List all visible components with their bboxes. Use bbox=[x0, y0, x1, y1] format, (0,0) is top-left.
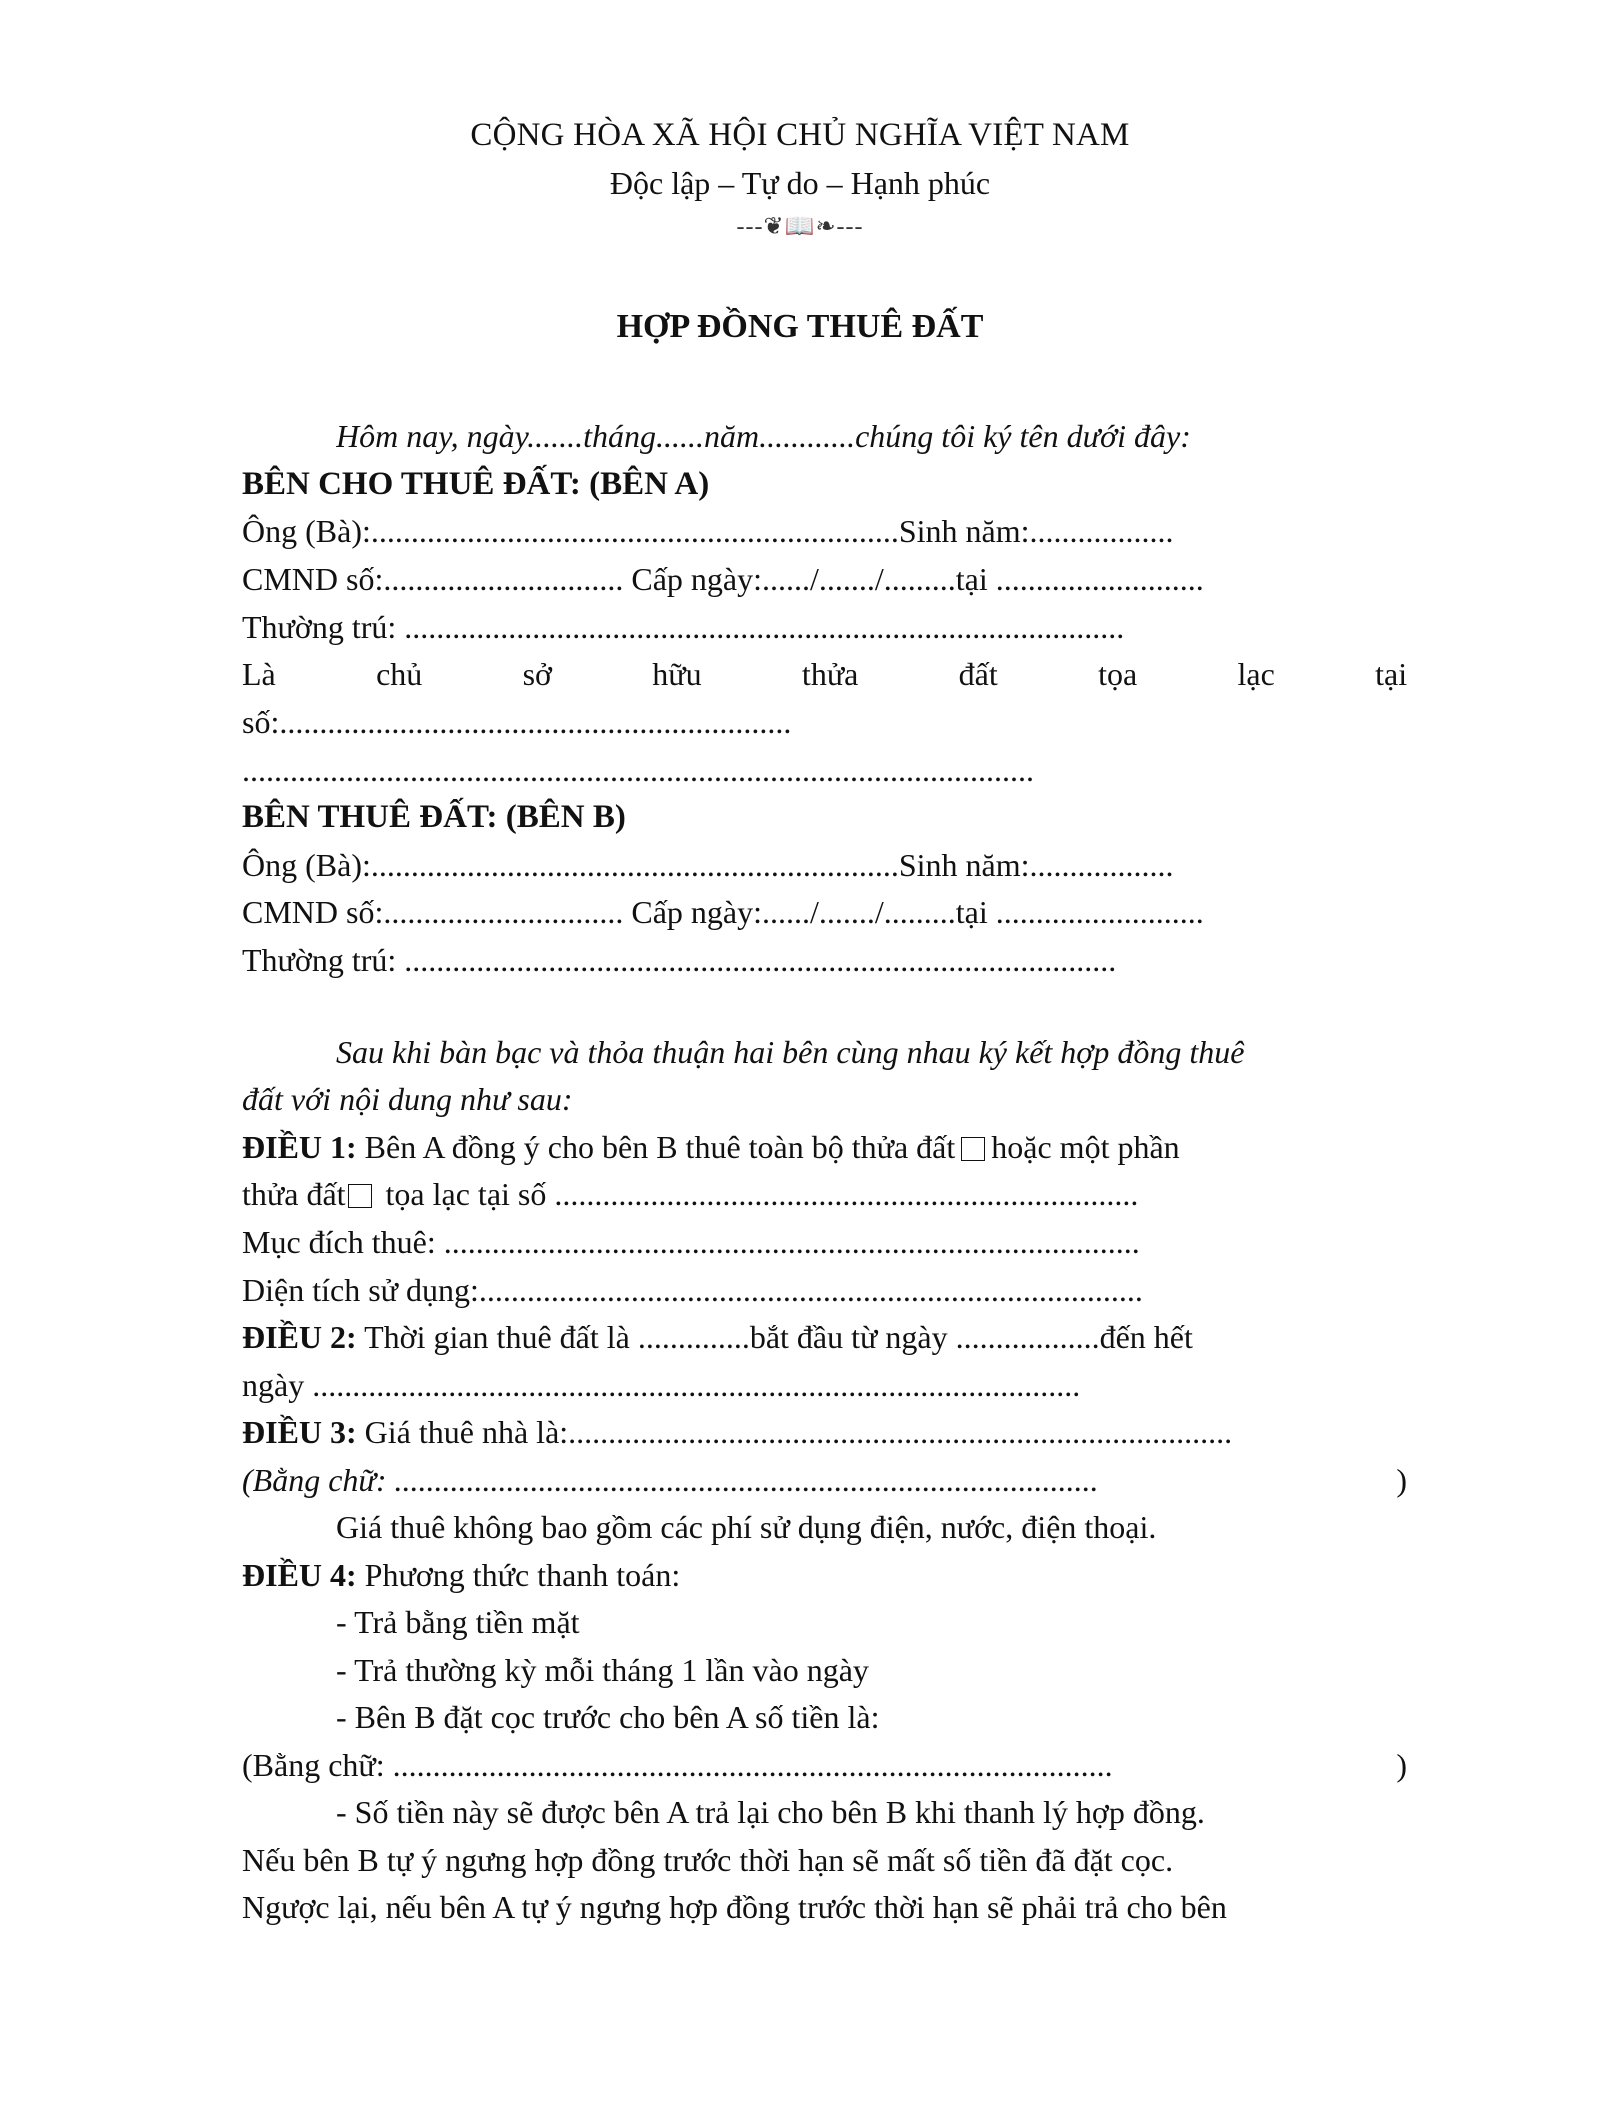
agreement-intro-1: Sau khi bàn bạc và thỏa thuận hai bên cùng nhau ký kết hợp đồng thuê bbox=[336, 1034, 1245, 1070]
article-1-line-2 bbox=[242, 1172, 1407, 1216]
party-a-owner-line bbox=[242, 652, 1407, 696]
article-2-cont: ngày ................................................................................................ bbox=[242, 1367, 1081, 1403]
article-4-line bbox=[242, 1553, 1407, 1597]
article-3-note: Giá thuê không bao gồm các phí sử dụng điện, nước, điện thoại. bbox=[336, 1509, 1157, 1545]
partial-plot-checkbox[interactable] bbox=[348, 1184, 372, 1208]
article-3-text: Giá thuê nhà là:................................................................................... bbox=[356, 1414, 1233, 1450]
article-1-partial: hoặc một phần bbox=[991, 1129, 1180, 1165]
party-b-heading: BÊN THUÊ ĐẤT: (BÊN B) bbox=[242, 799, 626, 835]
article-4-label: ĐIỀU 4: bbox=[242, 1557, 357, 1593]
owner-word: đất bbox=[958, 656, 998, 692]
article-3-words-label: (Bằng chữ: ........................................................................................ bbox=[242, 1462, 1099, 1498]
owner-word: lạc bbox=[1237, 656, 1275, 692]
whole-plot-checkbox[interactable] bbox=[961, 1137, 985, 1161]
purpose-line: Mục đích thuê: ....................................................................................... bbox=[242, 1224, 1140, 1260]
nation-header: CỘNG HÒA XÃ HỘI CHỦ NGHĨA VIỆT NAM bbox=[470, 117, 1130, 153]
article-1-location: tọa lạc tại số ......................................................................... bbox=[377, 1176, 1139, 1212]
ornament-divider: ---❦📖❧--- bbox=[736, 214, 864, 240]
refund-line-3: Ngược lại, nếu bên A tự ý ngưng hợp đồng trước thời hạn sẽ phải trả cho bên bbox=[242, 1889, 1227, 1925]
article-1-label: ĐIỀU 1: bbox=[242, 1129, 357, 1165]
party-a-owner-dots: ................................................................................................... bbox=[242, 752, 1034, 788]
payment-item-monthly: - Trả thường kỳ mỗi tháng 1 lần vào ngày bbox=[336, 1652, 869, 1688]
payment-item-deposit: - Bên B đặt cọc trước cho bên A số tiền là: bbox=[336, 1699, 880, 1735]
agreement-intro-2: đất với nội dung như sau: bbox=[242, 1081, 573, 1117]
motto-line: Độc lập – Tự do – Hạnh phúc bbox=[609, 165, 991, 201]
party-a-id-line: CMND số:.............................. Cấp ngày:....../......./.........tại .......................... bbox=[242, 561, 1204, 597]
refund-line-2: Nếu bên B tự ý ngưng hợp đồng trước thời hạn sẽ mất số tiền đã đặt cọc. bbox=[242, 1842, 1174, 1878]
party-b-id-line: CMND số:.............................. Cấp ngày:....../......./.........tại .......................... bbox=[242, 894, 1204, 930]
payment-item-cash: - Trả bằng tiền mặt bbox=[336, 1604, 580, 1640]
article-3-words-close: ) bbox=[1396, 1462, 1407, 1498]
owner-word: tọa bbox=[1098, 656, 1138, 692]
document-title: HỢP ĐỒNG THUÊ ĐẤT bbox=[616, 308, 984, 345]
owner-word: chủ bbox=[376, 656, 423, 692]
intro-line: Hôm nay, ngày.......tháng......năm............chúng tôi ký tên dưới đây: bbox=[336, 418, 1191, 454]
party-b-name-line: Ông (Bà):..................................................................Sinh năm:.................. bbox=[242, 847, 1174, 883]
owner-word: sở bbox=[522, 656, 552, 692]
party-a-residence-line: Thường trú: .......................................................................................... bbox=[242, 609, 1125, 645]
article-4-words-line bbox=[242, 1743, 1407, 1787]
article-3-line bbox=[242, 1410, 1407, 1454]
refund-line-1: - Số tiền này sẽ được bên A trả lại cho bên B khi thanh lý hợp đồng. bbox=[336, 1794, 1205, 1830]
owner-word: tại bbox=[1375, 656, 1407, 692]
article-4-words-label: (Bằng chữ: .......................................................................................... bbox=[242, 1747, 1113, 1783]
article-2-label: ĐIỀU 2: bbox=[242, 1319, 357, 1355]
article-1-line bbox=[242, 1125, 1407, 1169]
article-1-plot: thửa đất bbox=[242, 1176, 346, 1212]
party-a-heading: BÊN CHO THUÊ ĐẤT: (BÊN A) bbox=[242, 466, 710, 502]
area-line: Diện tích sử dụng:................................................................................... bbox=[242, 1272, 1143, 1308]
owner-word: thửa bbox=[801, 656, 859, 692]
party-a-owner-cont: số:................................................................ bbox=[242, 704, 792, 740]
article-3-label: ĐIỀU 3: bbox=[242, 1414, 357, 1450]
owner-word: hữu bbox=[652, 656, 702, 692]
article-4-text: Phương thức thanh toán: bbox=[356, 1557, 681, 1593]
article-3-words-line bbox=[242, 1458, 1407, 1502]
party-b-residence-line: Thường trú: ......................................................................................... bbox=[242, 942, 1117, 978]
article-4-words-close: ) bbox=[1396, 1747, 1407, 1783]
article-1-text: Bên A đồng ý cho bên B thuê toàn bộ thửa đất bbox=[356, 1129, 956, 1165]
owner-word: Là bbox=[242, 656, 276, 692]
article-2-line bbox=[242, 1315, 1407, 1359]
article-2-text: Thời gian thuê đất là ..............bắt đầu từ ngày ..................đến hết bbox=[356, 1319, 1193, 1355]
party-a-name-line: Ông (Bà):..................................................................Sinh năm:.................. bbox=[242, 513, 1174, 549]
